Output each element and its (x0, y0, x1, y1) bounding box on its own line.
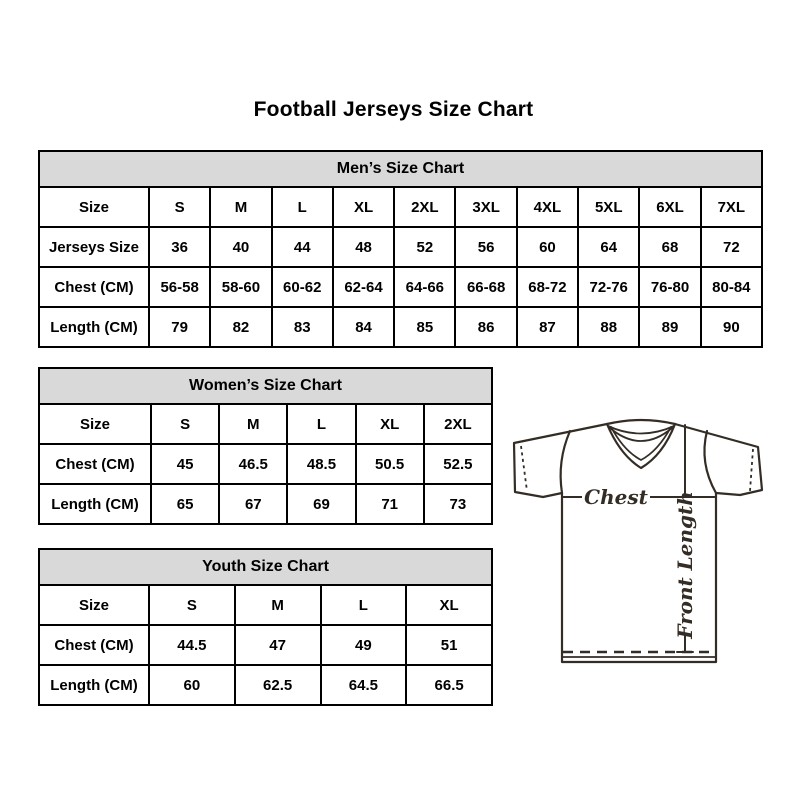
womens-size-table (38, 367, 493, 525)
size-value-cell: L (287, 404, 355, 444)
size-value-cell: 52.5 (424, 444, 492, 484)
size-value-cell: 89 (639, 307, 700, 347)
size-value-cell: 64 (578, 227, 639, 267)
size-value-cell: 60-62 (272, 267, 333, 307)
size-value-cell: 66-68 (455, 267, 516, 307)
youth-table-row (39, 625, 492, 665)
mens-table-title: Men’s Size Chart (39, 151, 762, 187)
size-value-cell: XL (333, 187, 394, 227)
size-value-cell: L (321, 585, 407, 625)
size-value-cell: 40 (210, 227, 271, 267)
row-label: Chest (CM) (39, 625, 149, 665)
size-value-cell: 69 (287, 484, 355, 524)
row-label: Chest (CM) (39, 444, 151, 484)
size-value-cell: 56 (455, 227, 516, 267)
size-value-cell: 60 (517, 227, 578, 267)
size-value-cell: 73 (424, 484, 492, 524)
size-value-cell: 60 (149, 665, 235, 705)
mens-table-row (39, 267, 762, 307)
collar-band-line-1 (608, 426, 674, 434)
size-value-cell: 62-64 (333, 267, 394, 307)
size-value-cell: S (149, 585, 235, 625)
size-value-cell: 71 (356, 484, 424, 524)
size-value-cell: S (149, 187, 210, 227)
size-value-cell: M (219, 404, 287, 444)
size-value-cell: 46.5 (219, 444, 287, 484)
chest-label: Chest (584, 485, 648, 509)
size-value-cell: 48.5 (287, 444, 355, 484)
mens-size-table (38, 150, 763, 348)
size-value-cell: 68-72 (517, 267, 578, 307)
womens-table-row (39, 404, 492, 444)
size-value-cell: 52 (394, 227, 455, 267)
row-label: Length (CM) (39, 484, 151, 524)
size-value-cell: M (210, 187, 271, 227)
size-value-cell: S (151, 404, 219, 444)
size-value-cell: 2XL (394, 187, 455, 227)
jersey-measurement-diagram (505, 403, 777, 675)
vneck-inner (611, 427, 671, 460)
size-value-cell: 44 (272, 227, 333, 267)
size-value-cell: 72-76 (578, 267, 639, 307)
row-label: Size (39, 404, 151, 444)
row-label: Length (CM) (39, 307, 149, 347)
size-value-cell: 3XL (455, 187, 516, 227)
size-value-cell: 49 (321, 625, 407, 665)
size-value-cell: 48 (333, 227, 394, 267)
mens-table-row (39, 187, 762, 227)
size-value-cell: M (235, 585, 321, 625)
size-value-cell: 76-80 (639, 267, 700, 307)
size-value-cell: 83 (272, 307, 333, 347)
right-cuff-dashed-line (750, 449, 753, 491)
size-value-cell: 72 (701, 227, 762, 267)
left-armhole-seam (561, 431, 570, 493)
collar-back-arc (607, 420, 675, 424)
size-value-cell: 66.5 (406, 665, 492, 705)
row-label: Jerseys Size (39, 227, 149, 267)
womens-table-title: Women’s Size Chart (39, 368, 492, 404)
vneck-outer (607, 424, 675, 468)
size-value-cell: 5XL (578, 187, 639, 227)
youth-table-row (39, 665, 492, 705)
size-value-cell: 64-66 (394, 267, 455, 307)
row-label: Chest (CM) (39, 267, 149, 307)
left-cuff-dashed-line (521, 446, 527, 491)
mens-table-row (39, 307, 762, 347)
size-value-cell: 50.5 (356, 444, 424, 484)
right-sleeve (675, 424, 762, 495)
row-label: Size (39, 187, 149, 227)
front-length-label: Front Length (673, 491, 697, 639)
jersey-outline-group (514, 420, 762, 662)
youth-size-table (38, 548, 493, 706)
size-value-cell: 65 (151, 484, 219, 524)
size-value-cell: 67 (219, 484, 287, 524)
size-value-cell: 4XL (517, 187, 578, 227)
page-title: Football Jerseys Size Chart (253, 98, 534, 121)
size-value-cell: 80-84 (701, 267, 762, 307)
size-value-cell: XL (356, 404, 424, 444)
size-value-cell: 82 (210, 307, 271, 347)
size-value-cell: 44.5 (149, 625, 235, 665)
jersey-diagram-svg (505, 403, 777, 675)
youth-table-title: Youth Size Chart (39, 549, 492, 585)
size-value-cell: 84 (333, 307, 394, 347)
size-value-cell: 58-60 (210, 267, 271, 307)
size-value-cell: 64.5 (321, 665, 407, 705)
size-value-cell: 47 (235, 625, 321, 665)
size-value-cell: L (272, 187, 333, 227)
size-value-cell: 6XL (639, 187, 700, 227)
size-value-cell: 62.5 (235, 665, 321, 705)
size-value-cell: 86 (455, 307, 516, 347)
row-label: Length (CM) (39, 665, 149, 705)
size-value-cell: 56-58 (149, 267, 210, 307)
size-value-cell: 45 (151, 444, 219, 484)
size-value-cell: 2XL (424, 404, 492, 444)
size-value-cell: 36 (149, 227, 210, 267)
youth-table-row (39, 585, 492, 625)
size-value-cell: 90 (701, 307, 762, 347)
size-value-cell: 79 (149, 307, 210, 347)
size-value-cell: 51 (406, 625, 492, 665)
mens-table-row (39, 227, 762, 267)
row-label: Size (39, 585, 149, 625)
size-value-cell: 85 (394, 307, 455, 347)
size-value-cell: 87 (517, 307, 578, 347)
right-armhole-seam (704, 431, 716, 493)
size-value-cell: 68 (639, 227, 700, 267)
womens-table-row (39, 444, 492, 484)
size-value-cell: XL (406, 585, 492, 625)
womens-table-row (39, 484, 492, 524)
size-value-cell: 7XL (701, 187, 762, 227)
size-value-cell: 88 (578, 307, 639, 347)
